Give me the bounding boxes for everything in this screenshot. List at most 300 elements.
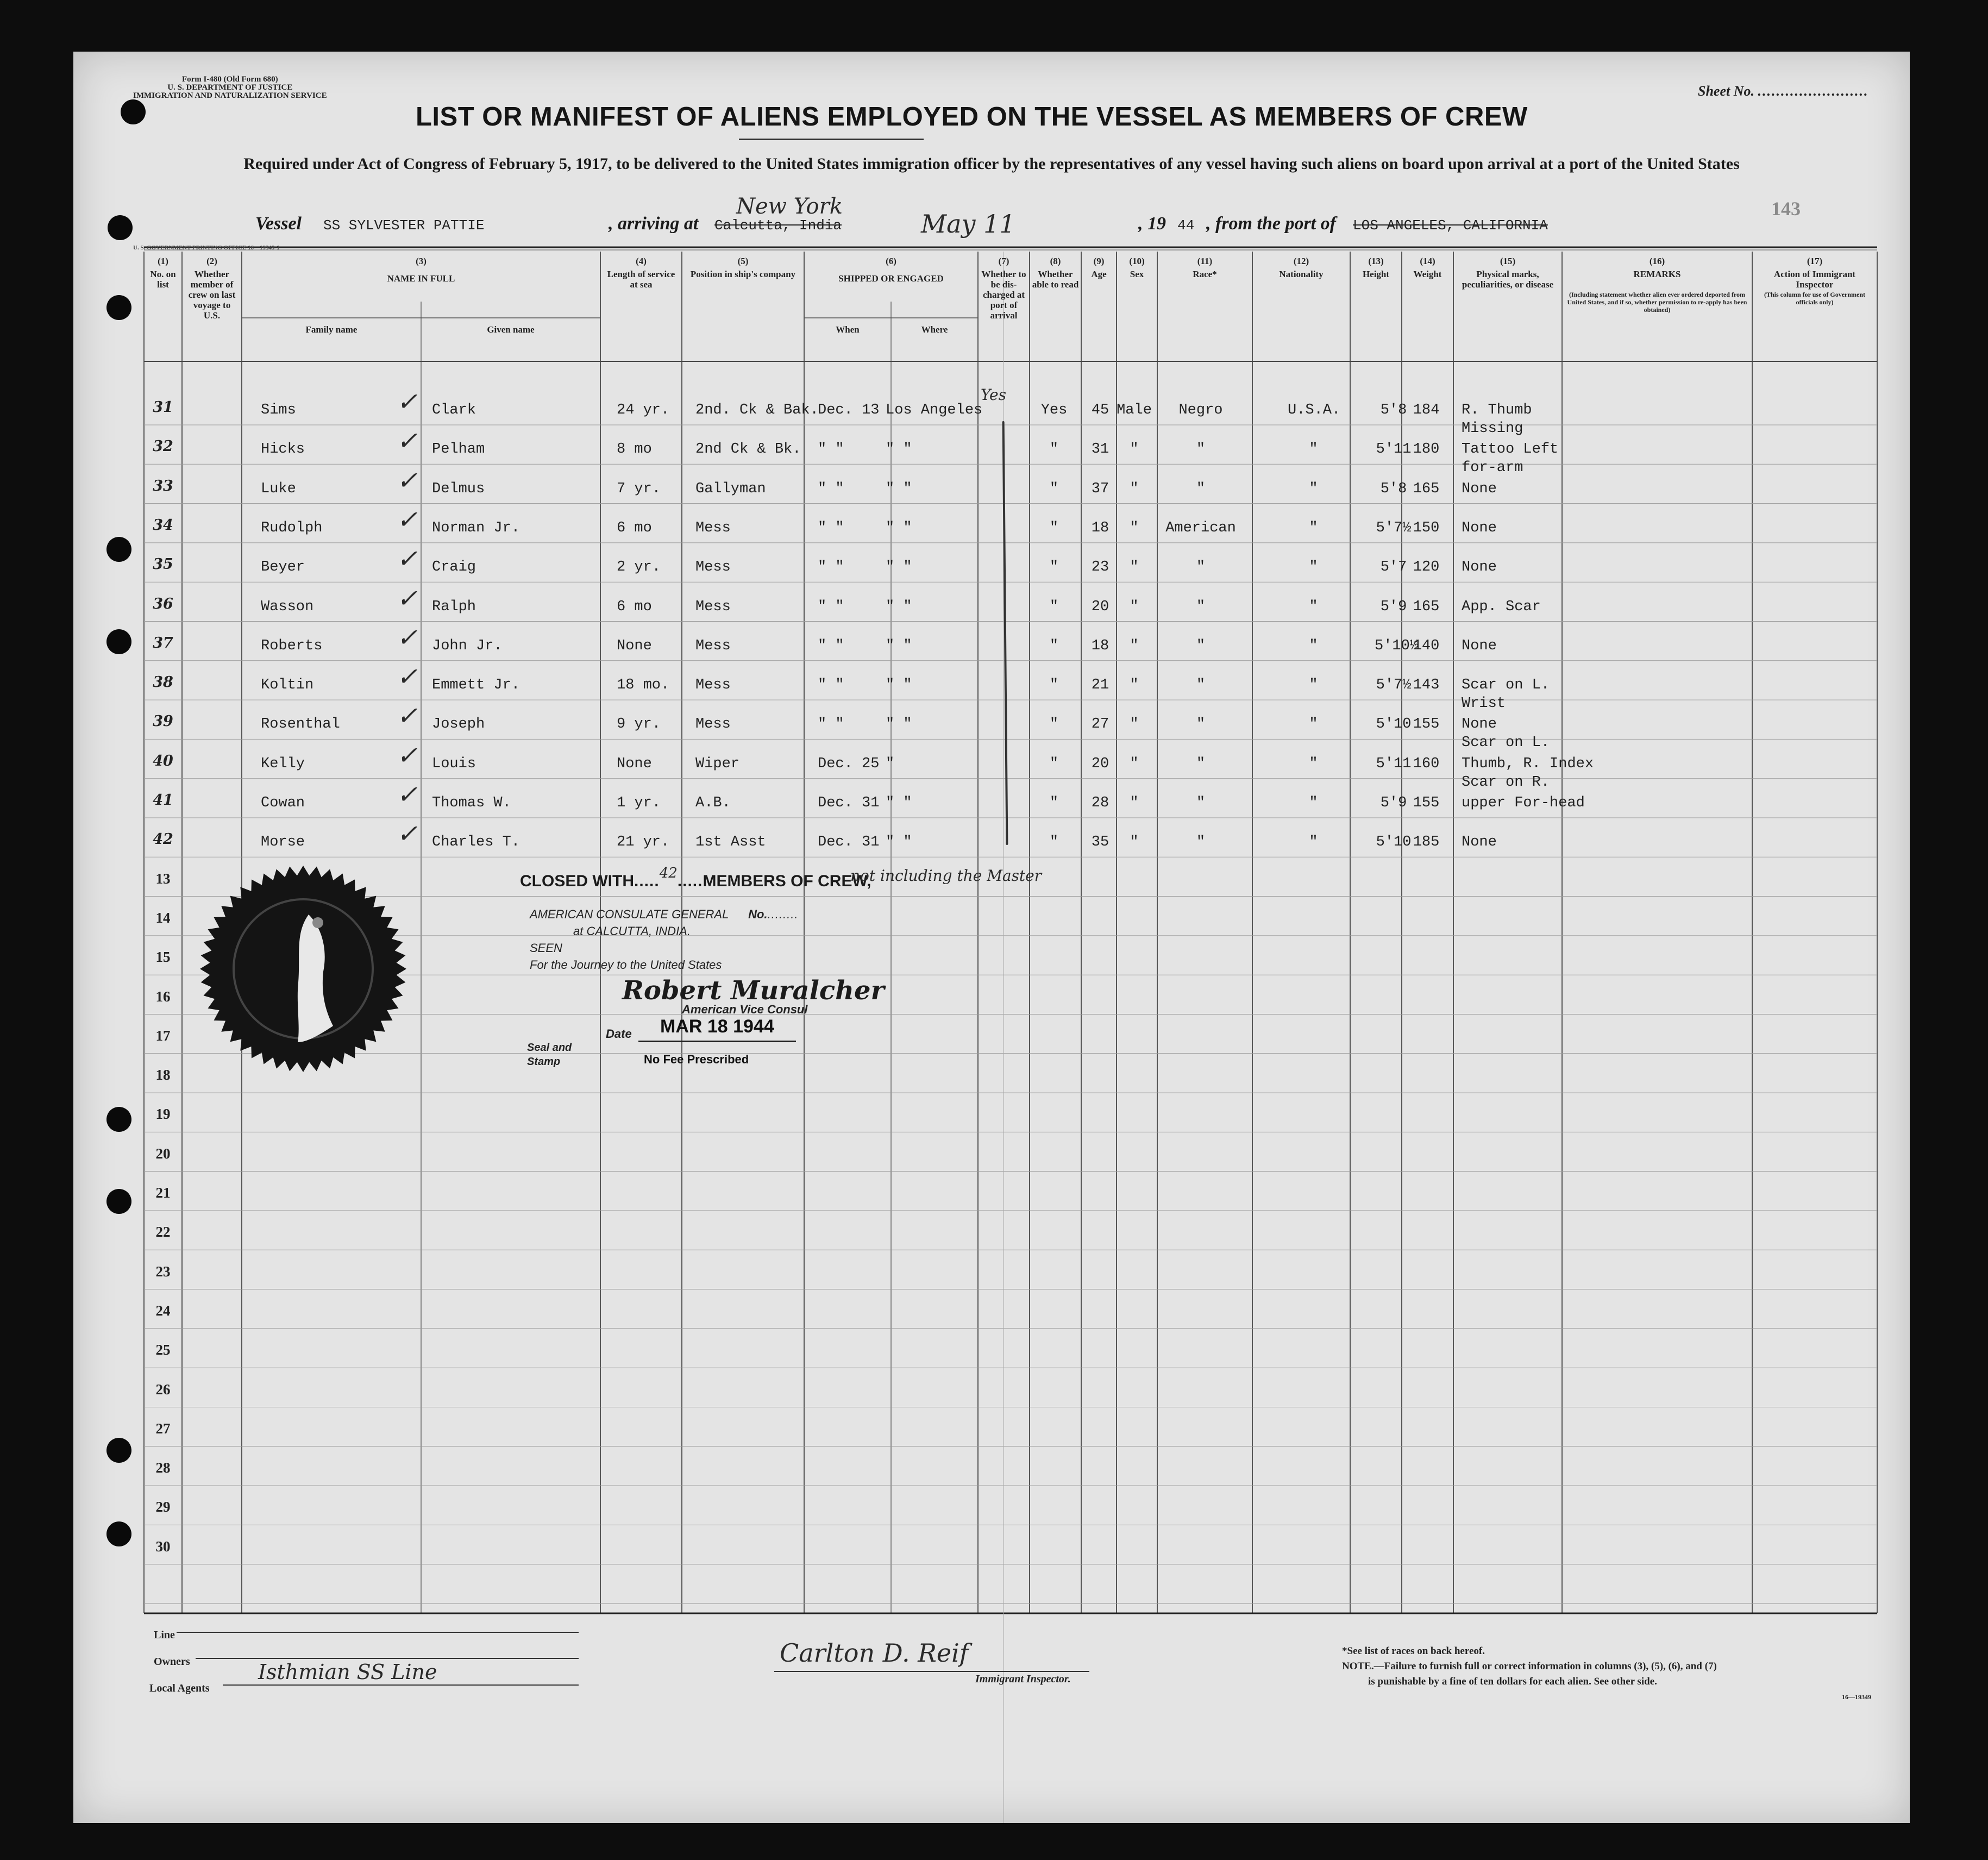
cell-height: 5'10	[1376, 716, 1412, 733]
inspector-signature: Carlton D. Reif	[780, 1638, 969, 1668]
cell-age: 27	[1091, 716, 1109, 733]
cell-read: "	[1049, 519, 1059, 536]
cell-marks: None	[1462, 716, 1497, 733]
footer-labels	[149, 1622, 210, 1702]
cell-weight: 155	[1413, 795, 1440, 811]
cell-age: 31	[1091, 441, 1109, 458]
row-number: 31	[153, 399, 173, 416]
cell-age: 21	[1091, 677, 1109, 694]
column-header-c8: Whether able to read	[1032, 269, 1079, 290]
cell-read: "	[1049, 677, 1059, 694]
cell-position: Wiper	[695, 755, 740, 772]
row-number: 16	[155, 988, 171, 1005]
cell-race: "	[1196, 677, 1206, 694]
consulate-stamp: AMERICAN CONSULATE GENERAL No......... at CALCUTTA, INDIA. SEEN For the Journey to the United States	[530, 906, 798, 973]
vessel-name: SS SYLVESTER PATTIE	[323, 217, 485, 234]
cell-position: 2nd Ck & Bk.	[695, 441, 801, 458]
row-number: 35	[153, 556, 173, 573]
cell-race: "	[1196, 716, 1206, 733]
column-number-c8: (8)	[1050, 256, 1061, 266]
cell-service: None	[617, 637, 652, 654]
closed-count: 42	[659, 865, 678, 881]
cell-race: "	[1196, 637, 1206, 654]
cell-height: 5'10½	[1375, 637, 1419, 654]
arriving-label: , arriving at	[609, 214, 699, 234]
checkmark-icon: ✓	[397, 426, 418, 456]
cell-weight: 185	[1413, 834, 1440, 851]
cell-weight: 150	[1413, 519, 1440, 536]
agents-rule	[223, 1684, 579, 1686]
cell-when: " "	[818, 598, 844, 615]
cell-age: 20	[1091, 598, 1109, 615]
column-number-c12: (12)	[1293, 256, 1309, 266]
column-header-c6: SHIPPED OR ENGAGED	[838, 273, 944, 284]
cell-nationality: "	[1309, 519, 1318, 536]
service-name: IMMIGRATION AND NATURALIZATION SERVICE	[133, 91, 327, 100]
discharged-handwritten: Yes	[981, 386, 1006, 404]
cell-given: Charles T.	[432, 834, 520, 851]
cell-family: Rudolph	[261, 519, 323, 536]
checkmark-icon: ✓	[397, 740, 418, 770]
cell-read: "	[1049, 559, 1059, 576]
row-number: 32	[153, 438, 173, 455]
cell-given: Joseph	[432, 716, 485, 733]
checkmark-icon: ✓	[397, 780, 418, 809]
row-number: 22	[155, 1224, 171, 1241]
cell-family: Sims	[261, 402, 296, 418]
cell-height: 5'9	[1380, 598, 1407, 615]
punch-hole	[106, 1521, 131, 1546]
row-number: 30	[155, 1538, 171, 1555]
cell-marks: None	[1462, 480, 1497, 497]
cell-position: 2nd. Ck & Bak.	[695, 402, 819, 418]
cell-nationality: "	[1309, 559, 1318, 576]
cell-position: 1st Asst	[695, 834, 766, 851]
cell-given: Louis	[432, 755, 476, 772]
row-number: 38	[153, 674, 173, 691]
cell-height: 5'7	[1380, 559, 1407, 576]
cell-age: 20	[1091, 755, 1109, 772]
row-number: 39	[153, 713, 173, 730]
department-name: U. S. DEPARTMENT OF JUSTICE	[167, 83, 293, 92]
cell-given: Clark	[432, 402, 476, 418]
inspector-label: Immigrant Inspector.	[975, 1673, 1071, 1685]
checkmark-icon: ✓	[397, 583, 418, 613]
cell-age: 35	[1091, 834, 1109, 851]
column-number-c16: (16)	[1649, 256, 1665, 266]
row-number: 27	[155, 1420, 171, 1437]
owners-rule	[196, 1658, 579, 1659]
cell-sex: "	[1130, 637, 1139, 654]
cell-where: " "	[886, 637, 912, 654]
closed-with-stamp: CLOSED WITH.....42.....MEMBERS OF CREW,	[520, 865, 871, 890]
row-number: 33	[153, 477, 173, 494]
cell-service: 18 mo.	[617, 677, 670, 694]
cell-weight: 120	[1413, 559, 1440, 576]
cell-race: American	[1165, 519, 1236, 536]
consulate-city: at CALCUTTA, INDIA.	[573, 924, 691, 938]
cell-height: 5'10	[1376, 834, 1412, 851]
cell-read: "	[1049, 716, 1059, 733]
row-number: 37	[153, 634, 173, 652]
cell-given: Craig	[432, 559, 476, 576]
journey-label: For the Journey to the United States	[530, 958, 722, 972]
cell-where: " "	[886, 559, 912, 576]
column-number-c13: (13)	[1368, 256, 1384, 266]
cell-sex: "	[1130, 834, 1139, 851]
cell-marks: Tattoo Left	[1462, 441, 1559, 458]
cell-sex: "	[1130, 755, 1139, 772]
cell-marks: upper For-head	[1462, 795, 1585, 811]
cell-where: " "	[886, 519, 912, 536]
family-name-header: Family name	[305, 324, 358, 335]
cell-read: Yes	[1040, 402, 1068, 418]
cell-service: 6 mo	[617, 598, 652, 615]
punch-hole	[106, 295, 131, 320]
column-header-c13: Height	[1362, 269, 1390, 279]
cell-nationality: "	[1309, 716, 1318, 733]
cell-family: Koltin	[261, 677, 314, 694]
penalty-note-cont: is punishable by a fine of ten dollars for each alien. See other side.	[1368, 1676, 1657, 1687]
row-number: 36	[153, 595, 173, 612]
row-number: 23	[155, 1263, 171, 1280]
cell-service: 6 mo	[617, 519, 652, 536]
cell-position: A.B.	[695, 795, 731, 811]
local-agents-value: Isthmian SS Line	[258, 1660, 437, 1684]
column-number-c4: (4)	[636, 256, 647, 266]
date-label: Date	[606, 1027, 632, 1041]
footer-notes	[1342, 1644, 1871, 1705]
row-number: 24	[155, 1302, 171, 1319]
cell-sex: Male	[1117, 402, 1152, 418]
cell-position: Mess	[695, 677, 731, 694]
row-number: 20	[155, 1145, 171, 1162]
cell-nationality: "	[1309, 441, 1318, 458]
cell-where: " "	[886, 795, 912, 811]
form-id	[133, 76, 327, 100]
date-rule	[638, 1041, 796, 1042]
cell-marks: None	[1462, 519, 1497, 536]
column-number-c10: (10)	[1129, 256, 1145, 266]
cell-race: "	[1196, 480, 1206, 497]
cell-given: Delmus	[432, 480, 485, 497]
penalty-note: NOTE.—Failure to furnish full or correct information in columns (3), (5), (6), and (7)	[1342, 1661, 1717, 1672]
cell-nationality: "	[1309, 480, 1318, 497]
owners-label: Owners	[154, 1656, 190, 1668]
cell-read: "	[1049, 598, 1059, 615]
cell-where: " "	[886, 834, 912, 851]
consulate-name: AMERICAN CONSULATE GENERAL	[530, 907, 729, 921]
cell-sex: "	[1130, 677, 1139, 694]
fee-note: No Fee Prescribed	[644, 1053, 749, 1066]
cell-given: Ralph	[432, 598, 476, 615]
cell-nationality: "	[1309, 677, 1318, 694]
column-header-c14: Weight	[1413, 269, 1442, 279]
cell-read: "	[1049, 637, 1059, 654]
cell-marks: App. Scar	[1462, 598, 1541, 615]
cell-weight: 165	[1413, 480, 1440, 497]
manifest-sheet	[73, 52, 1910, 1823]
cell-weight: 160	[1413, 755, 1440, 772]
cell-sex: "	[1130, 480, 1139, 497]
column-number-c7: (7)	[998, 256, 1009, 266]
cell-marks: Scar on L.	[1462, 677, 1550, 694]
checkmark-icon: ✓	[397, 622, 418, 652]
column-number-c5: (5)	[737, 256, 749, 266]
races-note: *See list of races on back hereof.	[1342, 1645, 1485, 1657]
year-label: , 19	[1138, 214, 1166, 234]
cell-service: 2 yr.	[617, 559, 661, 576]
cell-race: "	[1196, 441, 1206, 458]
cell-when: Dec. 25	[818, 755, 880, 772]
cell-race: "	[1196, 559, 1206, 576]
row-number: 13	[155, 870, 171, 887]
cell-sex: "	[1130, 716, 1139, 733]
checkmark-icon: ✓	[397, 701, 418, 731]
column-header-c16: REMARKS	[1633, 269, 1681, 279]
cell-nationality: "	[1309, 795, 1318, 811]
cell-age: 18	[1091, 637, 1109, 654]
page-subtitle: Required under Act of Congress of February 5, 1917, to be delivered to the United States immigration officer by the representatives of any vessel having such aliens on board upon arrival at a port of the United States	[243, 155, 1740, 173]
cell-position: Gallyman	[695, 480, 766, 497]
column-header-c2: Whether member of crew on last voyage to U.S.	[188, 269, 236, 321]
cell-read: "	[1049, 795, 1059, 811]
cell-height: 5'11	[1376, 441, 1412, 458]
cell-nationality: "	[1309, 834, 1318, 851]
cell-height: 5'9	[1380, 795, 1407, 811]
consular-seal	[197, 863, 409, 1075]
inspector-rule	[774, 1671, 1089, 1672]
cell-given: Pelham	[432, 441, 485, 458]
page-title: LIST OR MANIFEST OF ALIENS EMPLOYED ON THE VESSEL AS MEMBERS OF CREW	[416, 102, 1528, 131]
given-name-header: Given name	[487, 324, 535, 335]
column-number-c3: (3)	[416, 256, 427, 266]
column-header-c1: No. on list	[150, 269, 176, 290]
cell-family: Hicks	[261, 441, 305, 458]
cell-weight: 140	[1413, 637, 1440, 654]
cell-where: "	[886, 755, 895, 772]
punch-hole	[106, 537, 131, 562]
cell-weight: 155	[1413, 716, 1440, 733]
printing-office: U. S. GOVERNMENT PRINTING OFFICE 16—19349-1	[133, 245, 280, 251]
cell-marks: None	[1462, 834, 1497, 851]
column-number-c14: (14)	[1420, 256, 1435, 266]
cell-height: 5'7½	[1376, 519, 1412, 536]
cell-race: "	[1196, 834, 1206, 851]
cell-read: "	[1049, 441, 1059, 458]
cell-read: "	[1049, 834, 1059, 851]
cell-given: Emmett Jr.	[432, 677, 520, 694]
cell-weight: 165	[1413, 598, 1440, 615]
sheet-number-label: Sheet No. ........................	[1698, 83, 1869, 99]
cell-service: 7 yr.	[617, 480, 661, 497]
shipped-when-header: When	[836, 324, 860, 335]
row-number: 40	[153, 752, 173, 769]
cell-family: Wasson	[261, 598, 314, 615]
cell-sex: "	[1130, 519, 1139, 536]
cell-position: Mess	[695, 716, 731, 733]
form-number: Form I-480 (Old Form 680)	[181, 75, 278, 84]
row-number: 17	[155, 1027, 171, 1044]
row-number: 14	[155, 909, 171, 926]
cell-service: 9 yr.	[617, 716, 661, 733]
row-number: 19	[155, 1106, 171, 1123]
cell-family: Morse	[261, 834, 305, 851]
cell-height: 5'11	[1376, 755, 1412, 772]
cell-when: " "	[818, 677, 844, 694]
cell-marks-cont: for-arm	[1462, 460, 1523, 477]
column-header-c17: Action of Immigrant Inspector	[1773, 269, 1856, 290]
arrival-date: May 11	[921, 209, 1015, 239]
cell-position: Mess	[695, 559, 731, 576]
cell-weight: 180	[1413, 441, 1440, 458]
port-label: , from the port of	[1206, 214, 1336, 234]
row-number: 28	[155, 1460, 171, 1476]
cell-weight: 184	[1413, 402, 1440, 418]
vice-consul-title: American Vice Consul	[682, 1003, 808, 1016]
checkmark-icon: ✓	[397, 819, 418, 849]
cell-where: Los Angeles	[886, 402, 983, 418]
checkmark-icon: ✓	[397, 387, 418, 416]
cell-race: "	[1196, 795, 1206, 811]
checkmark-icon: ✓	[397, 544, 418, 574]
local-agents-label: Local Agents	[149, 1682, 210, 1694]
cell-weight: 143	[1413, 677, 1440, 694]
cell-nationality: U.S.A.	[1288, 402, 1341, 418]
column-header-c3: NAME IN FULL	[387, 273, 455, 284]
cell-when: " "	[818, 480, 844, 497]
shipped-where-header: Where	[921, 324, 948, 335]
page-number: 143	[1771, 198, 1801, 220]
column-number-c15: (15)	[1500, 256, 1516, 266]
column-number-c1: (1)	[158, 256, 168, 266]
cell-sex: "	[1130, 598, 1139, 615]
cell-race: "	[1196, 755, 1206, 772]
row-number: 29	[155, 1499, 171, 1515]
arriving-port-handwritten: New York	[736, 194, 843, 219]
line-rule	[177, 1632, 579, 1633]
seen-label: SEEN	[530, 941, 562, 955]
cell-marks: R. Thumb	[1462, 402, 1532, 418]
row-number: 18	[155, 1067, 171, 1084]
column-subheader-c17: (This column for use of Government officials only)	[1764, 291, 1866, 306]
row-number: 25	[155, 1342, 171, 1358]
column-header-c10: Sex	[1130, 269, 1144, 279]
title-rule	[739, 139, 924, 140]
column-header-c11: Race*	[1193, 269, 1217, 279]
cell-given: John Jr.	[432, 637, 503, 654]
cell-where: " "	[886, 441, 912, 458]
column-number-c9: (9)	[1093, 256, 1105, 266]
punch-hole	[106, 1189, 131, 1214]
row-number: 34	[153, 516, 173, 534]
column-subheader-c16: (Including statement whether alien ever ordered deported from United States, and if so, whether permission to re-apply has been obtained)	[1567, 291, 1747, 314]
column-header-c4: Length of service at sea	[607, 269, 675, 290]
consul-signature: Robert Muralcher	[622, 975, 885, 1006]
column-number-c2: (2)	[206, 256, 217, 266]
column-header-c15: Physical marks, peculiarities, or disease	[1462, 269, 1554, 290]
cell-age: 23	[1091, 559, 1109, 576]
cell-read: "	[1049, 755, 1059, 772]
row-number: 42	[153, 831, 173, 848]
vessel-label: Vessel	[255, 214, 302, 234]
cell-when: " "	[818, 519, 844, 536]
cell-when: " "	[818, 637, 844, 654]
row-number: 15	[155, 949, 171, 966]
cell-family: Kelly	[261, 755, 305, 772]
cell-service: 1 yr.	[617, 795, 661, 811]
cell-sex: "	[1130, 559, 1139, 576]
cell-sex: "	[1130, 795, 1139, 811]
punch-hole	[108, 215, 133, 240]
cell-nationality: "	[1309, 598, 1318, 615]
form-code: 16—19349	[1842, 1693, 1871, 1701]
line-label: Line	[154, 1629, 175, 1641]
column-number-c6: (6)	[886, 256, 896, 266]
punch-hole	[106, 1107, 131, 1132]
cell-family: Beyer	[261, 559, 305, 576]
column-header-c7: Whether to be dis-charged at port of arrival	[981, 269, 1026, 321]
cell-given: Thomas W.	[432, 795, 511, 811]
cell-height: 5'8	[1380, 402, 1407, 418]
cell-marks-cont: Scar on L.	[1462, 735, 1550, 751]
column-header-c9: Age	[1091, 269, 1107, 279]
punch-hole	[106, 1438, 131, 1463]
cell-height: 5'8	[1380, 480, 1407, 497]
closed-handwritten-note: not including the Master	[850, 867, 1042, 885]
checkmark-icon: ✓	[397, 662, 418, 692]
cell-race: "	[1196, 598, 1206, 615]
cell-service: None	[617, 755, 652, 772]
cell-service: 24 yr.	[617, 402, 670, 418]
cell-nationality: "	[1309, 755, 1318, 772]
cell-age: 18	[1091, 519, 1109, 536]
cell-family: Cowan	[261, 795, 305, 811]
cell-when: " "	[818, 441, 844, 458]
row-number: 21	[155, 1185, 171, 1201]
cell-age: 28	[1091, 795, 1109, 811]
stamp-date: MAR 18 1944	[660, 1016, 774, 1037]
row-number: 41	[153, 792, 173, 809]
checkmark-icon: ✓	[397, 465, 418, 495]
cell-when: " "	[818, 559, 844, 576]
cell-height: 5'7½	[1376, 677, 1412, 694]
cell-service: 21 yr.	[617, 834, 670, 851]
cell-family: Luke	[261, 480, 296, 497]
cell-position: Mess	[695, 519, 731, 536]
cell-position: Mess	[695, 637, 731, 654]
cell-marks-cont: Missing	[1462, 421, 1523, 437]
cell-marks: None	[1462, 637, 1497, 654]
cell-given: Norman Jr.	[432, 519, 520, 536]
cell-where: " "	[886, 716, 912, 733]
column-header-c5: Position in ship's company	[690, 269, 796, 279]
cell-marks: Thumb, R. Index	[1462, 755, 1594, 772]
cell-where: " "	[886, 480, 912, 497]
column-number-c11: (11)	[1197, 256, 1213, 266]
cell-age: 37	[1091, 480, 1109, 497]
departure-port: LOS ANGELES, CALIFORNIA	[1353, 217, 1548, 234]
punch-hole	[106, 629, 131, 654]
cell-read: "	[1049, 480, 1059, 497]
cell-marks-cont: Scar on R.	[1462, 774, 1550, 791]
cell-when: " "	[818, 716, 844, 733]
cell-when: Dec. 13	[818, 402, 880, 418]
cell-position: Mess	[695, 598, 731, 615]
cell-where: " "	[886, 598, 912, 615]
cell-family: Rosenthal	[261, 716, 340, 733]
cell-marks-cont: Wrist	[1462, 696, 1506, 712]
